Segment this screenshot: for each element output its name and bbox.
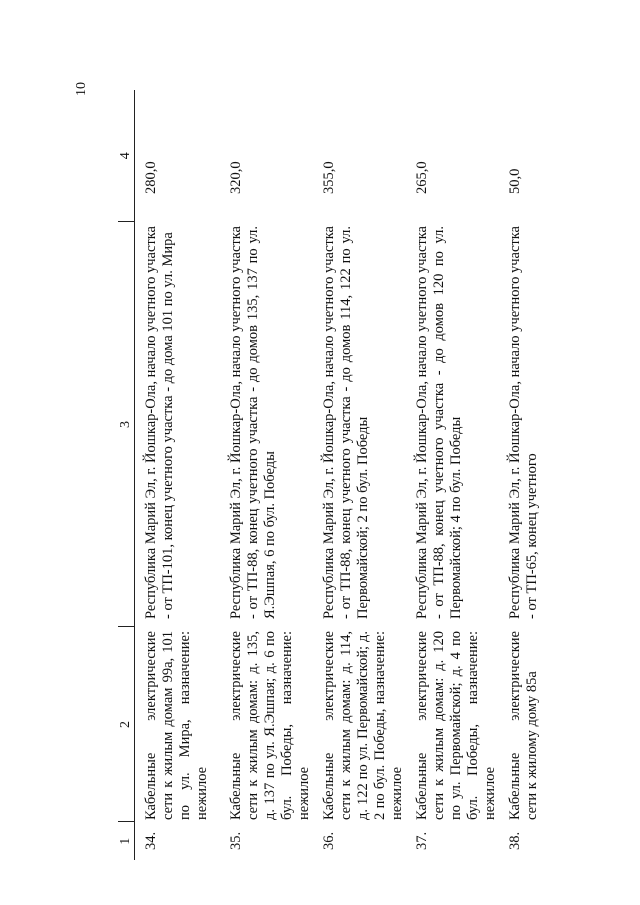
page-number: 10 (74, 82, 89, 96)
property-table (118, 90, 564, 860)
row-number: 37. (414, 831, 430, 850)
row-description: Кабельные электрические сети к жилым домам: д. 114, д. 122 по ул. Первомайской; д. 2 по бул. Победы, назначение: нежилое (321, 631, 405, 820)
table-row (220, 90, 313, 860)
row-description: Кабельные электрические сети к жилым домам 99а, 101 по ул. Мира, назначение: нежилое (143, 631, 210, 820)
row-number: 35. (228, 831, 244, 850)
column-header-2: 2 (118, 627, 135, 822)
row-description: Кабельные электрические сети к жилому дому 85а (507, 631, 540, 820)
table-row (135, 90, 221, 860)
row-location: Республика Марий Эл, г. Йошкар-Ола, начало учетного участка - от ТП-65, конец учетного (507, 226, 540, 619)
table-row (313, 90, 406, 860)
table-header (118, 90, 135, 860)
row-value: 355,0 (321, 161, 337, 194)
row-description: Кабельные электрические сети к жилым домам: д. 135, д. 137 по ул. Я.Эшпая; д. 6 по бул. Победы, назначение: нежилое (228, 631, 312, 820)
row-location: Республика Марий Эл, г. Йошкар-Ола, начало учетного участка - от ТП-88, конец учетного участка - до домов 135, 137 по ул. Я.Эшпая, 6 по бул. Победы (228, 226, 278, 619)
row-value: 320,0 (228, 161, 244, 194)
column-header-3: 3 (118, 222, 135, 627)
table-row (499, 90, 564, 860)
row-value: 265,0 (414, 161, 430, 194)
row-description: Кабельные электрические сети к жилым домам: д. 120 по ул. Первомайской; д. 4 по бул. Победы, назначение: нежилое (414, 631, 498, 820)
column-header-1: 1 (118, 822, 135, 860)
rotated-table-container (118, 90, 540, 860)
row-location: Республика Марий Эл, г. Йошкар-Ола, начало учетного участка - от ТП-101, конец учетного участка - до дома 101 по ул. Мира (143, 226, 176, 619)
row-number: 34. (143, 831, 159, 850)
row-number: 36. (321, 831, 337, 850)
row-location: Республика Марий Эл, г. Йошкар-Ола, начало учетного участка - от ТП-88, конец учетного участка - до домов 120 по ул. Первомайской; 4 по бул. Победы (414, 226, 464, 619)
table-row (406, 90, 499, 860)
row-value: 280,0 (143, 161, 159, 194)
row-number: 38. (507, 831, 523, 850)
row-location: Республика Марий Эл, г. Йошкар-Ола, начало учетного участка - от ТП-88, конец учетного участка - до домов 114, 122 по ул. Первомайской; 2 по бул. Победы (321, 226, 371, 619)
row-value: 50,0 (507, 168, 523, 194)
column-header-4: 4 (118, 90, 135, 222)
